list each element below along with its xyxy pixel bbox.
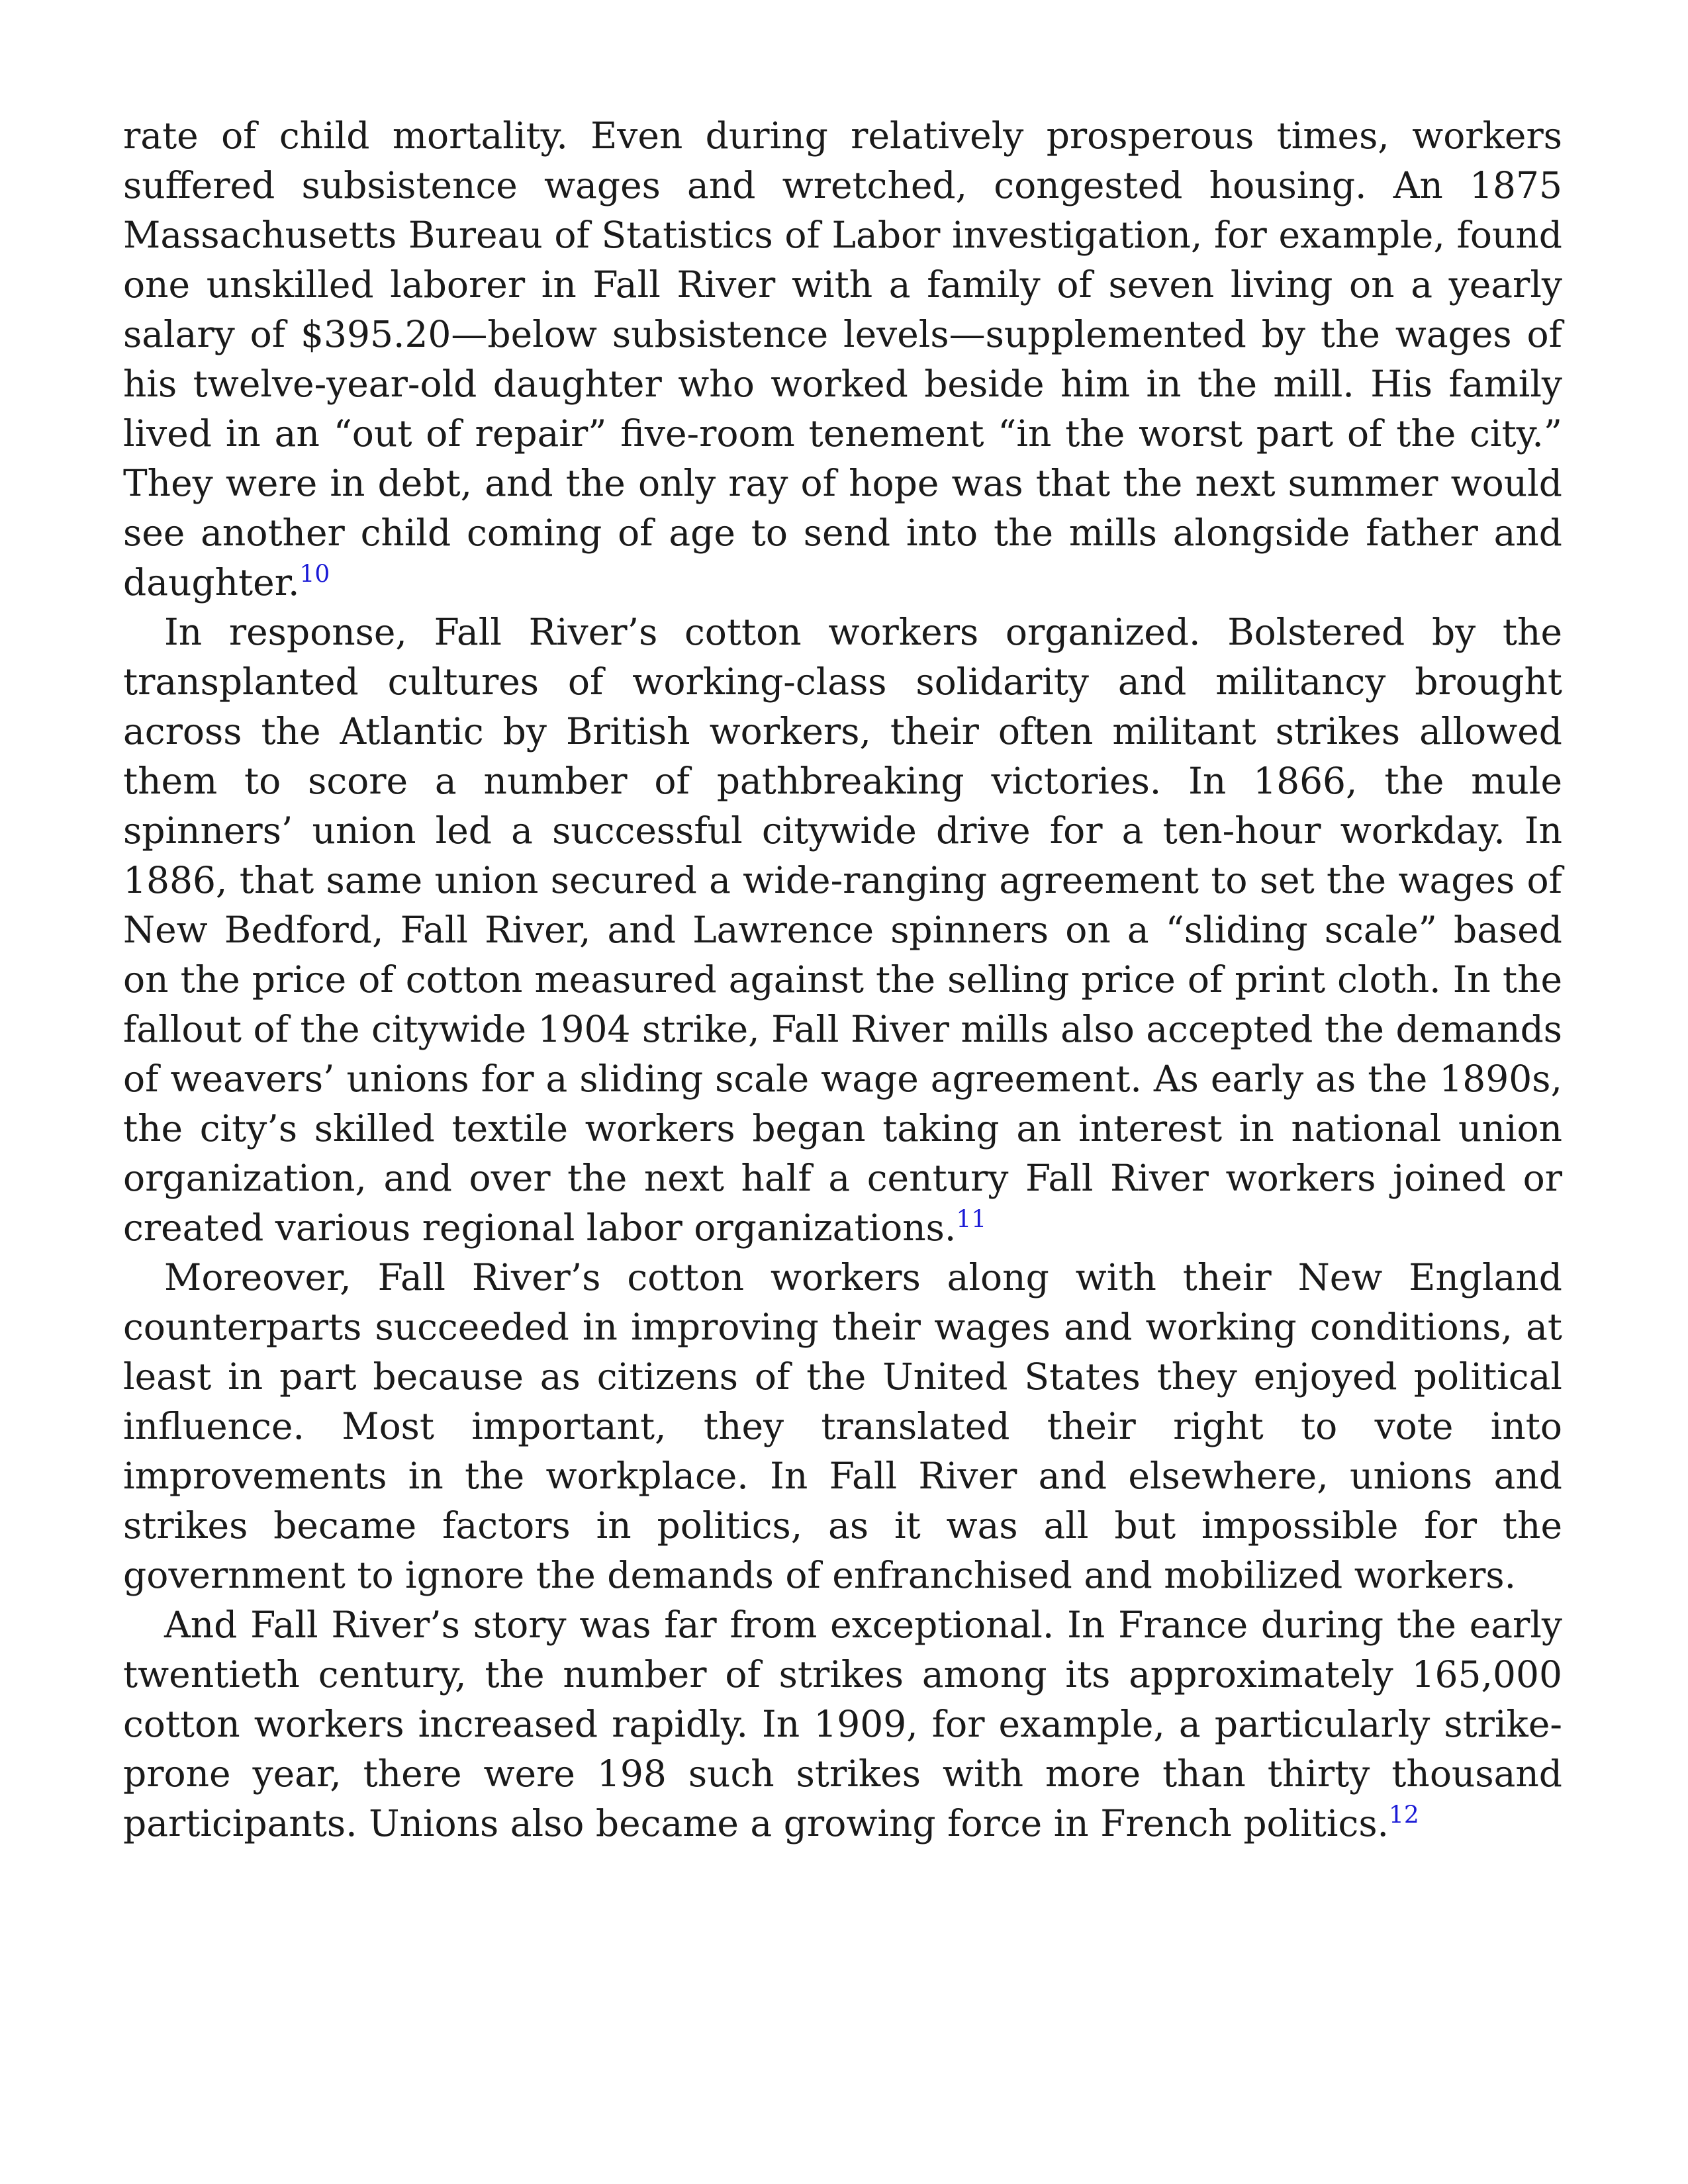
paragraph-1-text: rate of child mortality. Even during relatively prosperous times, workers suffered subsistence wages and wretched, congested housing. An 1875 Massachusetts Bureau of Statistics of Labor investigation, for example, found one unskilled laborer in Fall River with a family of seven living on a yearly salary of $395.20—below subsistence levels—supplemented by the wages of his twelve-year-old daughter who worked beside him in the mill. His family lived in an “out of repair” five-room tenement “in the worst part of the city.” They were in debt, and the only ray of hope was that the next summer would see another child coming of age to send into the mills alongside father and daughter. [123, 114, 1562, 604]
paragraph-3-text: Moreover, Fall River’s cotton workers along with their New England counterparts succeeded in improving their wages and working conditions, at least in part because as citizens of the United States they enjoyed political influence. Most important, they translated their right to vote into improvements in the workplace. In Fall River and elsewhere, unions and strikes became factors in politics, as it was all but impossible for the government to ignore the demands of enfranchised and mobilized workers. [123, 1256, 1562, 1596]
paragraph-3 [123, 1253, 1562, 1600]
paragraph-4-text: And Fall River’s story was far from exceptional. In France during the early twentieth century, the number of strikes among its approximately 165,000 cotton workers increased rapidly. In 1909, for example, a particularly strike-prone year, there were 198 such strikes with more than thirty thousand participants. Unions also became a growing force in French politics. [123, 1604, 1562, 1844]
footnote-ref-10[interactable]: 10 [299, 561, 330, 588]
footnote-ref-11[interactable]: 11 [956, 1206, 987, 1234]
paragraph-1 [123, 111, 1562, 608]
footnote-ref-12[interactable]: 12 [1389, 1801, 1419, 1829]
page-body [123, 111, 1562, 1848]
paragraph-2-text: In response, Fall River’s cotton workers organized. Bolstered by the transplanted cultures of working-class solidarity and militancy brought across the Atlantic by British workers, their often militant strikes allowed them to score a number of pathbreaking victories. In 1866, the mule spinners’ union led a successful citywide drive for a ten-hour workday. In 1886, that same union secured a wide-ranging agreement to set the wages of New Bedford, Fall River, and Lawrence spinners on a “sliding scale” based on the price of cotton measured against the selling price of print cloth. In the fallout of the citywide 1904 strike, Fall River mills also accepted the demands of weavers’ unions for a sliding scale wage agreement. As early as the 1890s, the city’s skilled textile workers began taking an interest in national union organization, and over the next half a century Fall River workers joined or created various regional labor organizations. [123, 611, 1562, 1249]
paragraph-2 [123, 608, 1562, 1253]
paragraph-4 [123, 1600, 1562, 1848]
